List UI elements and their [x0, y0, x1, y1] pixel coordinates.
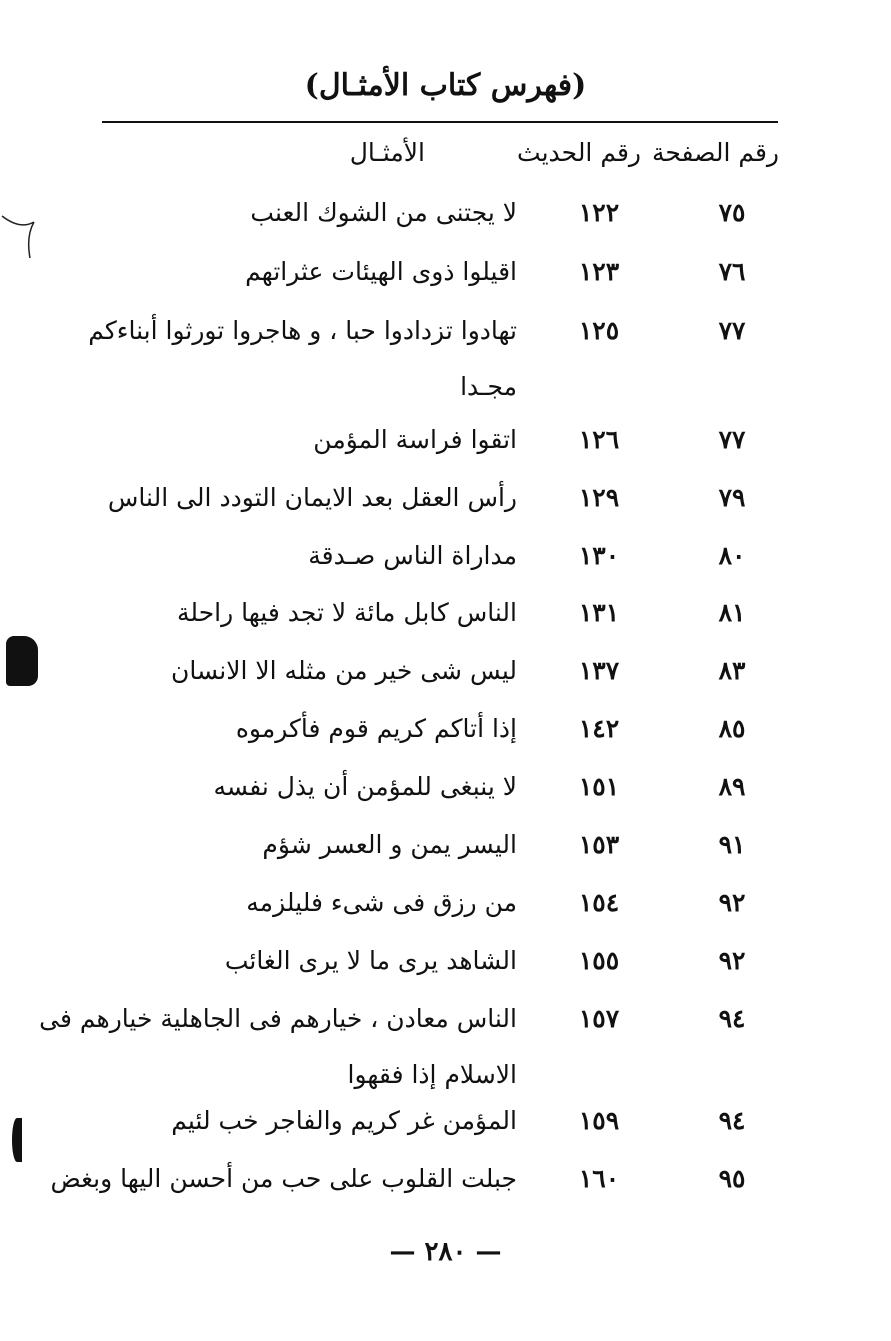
- page-number-cell: ٩٤: [718, 1106, 746, 1135]
- hadith-number-cell: ١٣١: [578, 598, 620, 627]
- table-row: [0, 830, 891, 870]
- hadith-number-cell: ١٢٢: [578, 198, 620, 227]
- table-row: [0, 656, 891, 696]
- hadith-number-cell: ١٢٥: [578, 316, 620, 345]
- table-row: [0, 257, 891, 297]
- page-number-cell: ٧٧: [718, 425, 746, 454]
- hadith-number-cell: ١٥١: [578, 772, 620, 801]
- proverb-text: مداراة الناس صـدقة: [308, 541, 517, 570]
- proverb-text-continuation: الاسلام إذا فقهوا: [347, 1060, 517, 1089]
- table-row: [0, 198, 891, 238]
- table-row: [0, 425, 891, 465]
- page-number-cell: ٨٥: [718, 714, 746, 743]
- table-row: [0, 1164, 891, 1204]
- page-title: (فهرس كتاب الأمثـال): [304, 68, 587, 103]
- page-number-cell: ٩١: [718, 830, 746, 859]
- table-row: [0, 714, 891, 754]
- page-number-cell: ٨٩: [718, 772, 746, 801]
- proverb-text: إذا أتاكم كريم قوم فأكرموه: [235, 714, 517, 743]
- page-number-cell: ٨٠: [718, 541, 746, 570]
- hadith-number-cell: ١٥٧: [578, 1004, 620, 1033]
- column-header-proverbs: الأمثـال: [349, 138, 425, 167]
- table-row: [0, 316, 891, 401]
- table-row: [0, 1004, 891, 1089]
- hadith-number-cell: ١٢٣: [578, 257, 620, 286]
- page-number-cell: ٧٥: [718, 198, 746, 227]
- table-row: [0, 1106, 891, 1146]
- column-header-page-number: رقم الصفحة: [651, 138, 779, 167]
- proverb-text: اقيلوا ذوى الهيئات عثراتهم: [245, 257, 517, 286]
- table-row: [0, 772, 891, 812]
- table-row: [0, 598, 891, 638]
- page-number-cell: ٧٦: [718, 257, 746, 286]
- column-header-hadith-number: رقم الحديث: [517, 138, 641, 167]
- page-number-cell: ٨٣: [718, 656, 746, 685]
- hadith-number-cell: ١٦٠: [578, 1164, 620, 1193]
- proverb-text: المؤمن غر كريم والفاجر خب لئيم: [171, 1106, 517, 1135]
- proverb-text: تهادوا تزدادوا حبا ، و هاجروا تورثوا أبناءكم: [88, 316, 517, 345]
- hadith-number-cell: ١٣٧: [578, 656, 620, 685]
- hadith-number-cell: ١٣٠: [578, 541, 620, 570]
- page-number-cell: ٧٧: [718, 316, 746, 345]
- page-number-cell: ٩٤: [718, 1004, 746, 1033]
- table-row: [0, 888, 891, 928]
- page-number-cell: ٧٩: [718, 483, 746, 512]
- proverb-text: الشاهد يرى ما لا يرى الغائب: [224, 946, 517, 975]
- page-number-footer: — ٢٨٠ —: [389, 1237, 502, 1267]
- page-number-cell: ٩٥: [718, 1164, 746, 1193]
- page-number-cell: ٩٢: [718, 946, 746, 975]
- proverb-text: لا يجتنى من الشوك العنب: [250, 198, 517, 227]
- hadith-number-cell: ١٢٩: [578, 483, 620, 512]
- proverb-text: جبلت القلوب على حب من أحسن اليها وبغض: [50, 1164, 517, 1193]
- proverb-text: اتقوا فراسة المؤمن: [313, 425, 517, 454]
- proverb-text: الناس معادن ، خيارهم فى الجاهلية خيارهم فى: [39, 1004, 517, 1033]
- hadith-number-cell: ١٥٥: [578, 946, 620, 975]
- table-row: [0, 541, 891, 581]
- ink-blot: [6, 636, 38, 686]
- margin-bracket-mark: [0, 212, 38, 260]
- hadith-number-cell: ١٥٩: [578, 1106, 620, 1135]
- proverb-text: لا ينبغى للمؤمن أن يذل نفسه: [213, 772, 517, 801]
- table-row: [0, 483, 891, 523]
- proverb-text: من رزق فى شىء فليلزمه: [246, 888, 517, 917]
- hadith-number-cell: ١٥٤: [578, 888, 620, 917]
- table-row: [0, 946, 891, 986]
- hadith-number-cell: ١٢٦: [578, 425, 620, 454]
- hadith-number-cell: ١٤٢: [578, 714, 620, 743]
- header-rule: [102, 121, 778, 123]
- page-number-cell: ٩٢: [718, 888, 746, 917]
- proverb-text: اليسر يمن و العسر شؤم: [262, 830, 517, 859]
- proverb-text: ليس شى خير من مثله الا الانسان: [171, 656, 517, 685]
- proverb-text: الناس كابل مائة لا تجد فيها راحلة: [177, 598, 517, 627]
- proverb-text: رأس العقل بعد الايمان التودد الى الناس: [107, 483, 517, 512]
- hadith-number-cell: ١٥٣: [578, 830, 620, 859]
- proverb-text-continuation: مجـدا: [460, 372, 517, 401]
- page-number-cell: ٨١: [718, 598, 746, 627]
- ink-blot: [12, 1118, 22, 1162]
